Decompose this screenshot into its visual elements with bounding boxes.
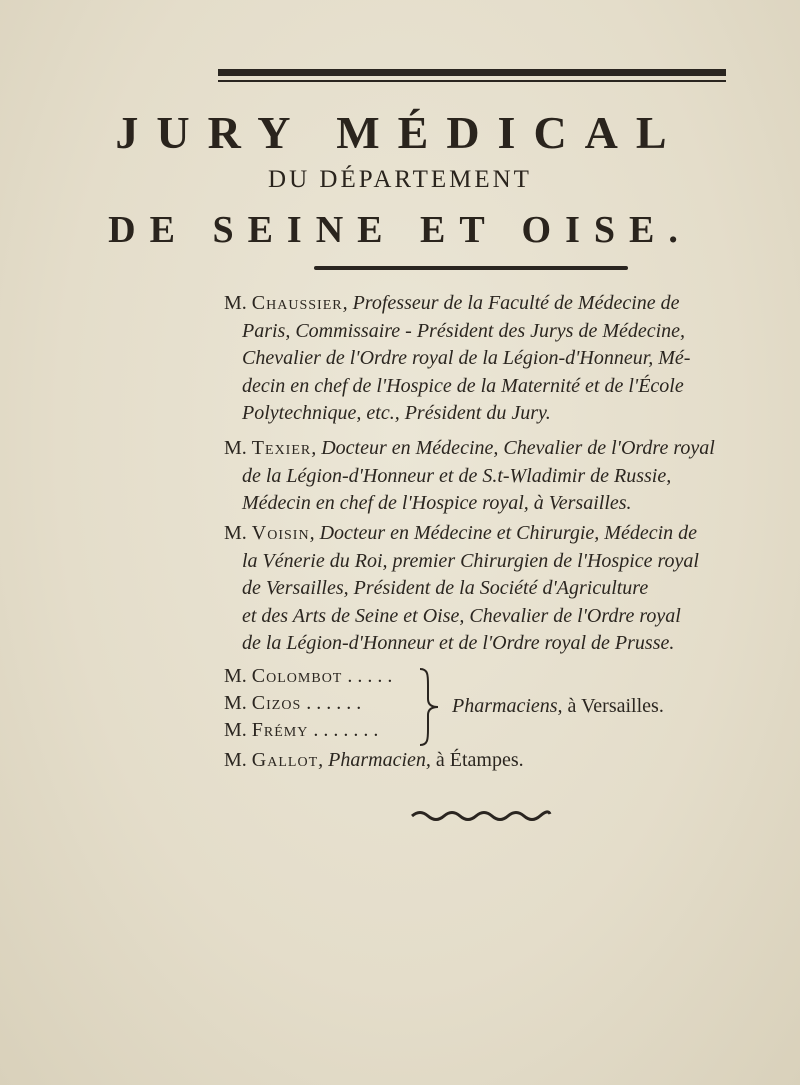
entry-texier — [224, 435, 764, 518]
title-line-1: JURY MÉDICAL — [115, 107, 685, 158]
entry-line: , Professeur de la Faculté de Médecine de — [342, 292, 680, 314]
entry-line: la Vénerie du Roi, premier Chirurgien de l'Hospice royal — [242, 549, 699, 572]
pharmacist-name: Frémy — [251, 719, 309, 741]
group-place: à Versailles. — [567, 695, 664, 717]
leader-dots: . . . . . . . — [313, 719, 379, 741]
entry-name: Voisin — [251, 522, 310, 544]
entry-line: et des Arts de Seine et Oise, Chevalier de l'Ordre royal — [242, 604, 681, 627]
pharmacist-row — [224, 719, 378, 742]
entry-line: Paris, Commissaire - Président des Jurys de Médecine, — [242, 319, 686, 342]
entry-prefix: M. — [224, 437, 247, 459]
entry-line: Polytechnique, etc., Président du Jury. — [242, 402, 551, 424]
pharmacist-name: Gallot — [251, 749, 319, 771]
leader-dots: . . . . . — [347, 665, 393, 687]
pharmacist-row-gallot — [224, 749, 524, 772]
entry-chaussier — [224, 290, 764, 428]
pharmacist-row — [224, 665, 392, 688]
pharmacist-row — [224, 692, 361, 715]
pharmacist-place: à Étampes. — [435, 749, 524, 771]
entry-prefix: M. — [224, 665, 247, 687]
middle-rule — [314, 266, 628, 270]
entry-line: , Docteur en Médecine et Chirurgie, Médecin de — [309, 522, 698, 544]
entry-prefix: M. — [224, 719, 247, 741]
pharmacist-name: Cizos — [251, 692, 302, 714]
top-double-rule — [218, 69, 726, 85]
entry-prefix: M. — [224, 292, 247, 314]
title-line-2: DU DÉPARTEMENT — [268, 166, 532, 193]
entry-name: Texier — [251, 437, 312, 459]
title-line-3: DE SEINE ET OISE. — [108, 209, 692, 251]
entry-prefix: M. — [224, 692, 247, 714]
pharmacist-name: Colombot — [251, 665, 343, 687]
entry-line: decin en chef de l'Hospice de la Maternité et de l'École — [242, 374, 684, 397]
entry-line: Médecin en chef de l'Hospice royal, à Versailles. — [242, 492, 632, 514]
entry-prefix: M. — [224, 522, 247, 544]
entry-line: , Docteur en Médecine, Chevalier de l'Ordre royal — [311, 437, 715, 459]
pharmacist-role: , Pharmacien, — [318, 749, 431, 771]
entry-voisin — [224, 520, 764, 658]
pharmacists-group-label — [452, 695, 664, 718]
entry-line: Chevalier de l'Ordre royal de la Légion-d'Honneur, Mé- — [242, 347, 691, 369]
leader-dots: . . . . . . — [306, 692, 362, 714]
entry-name: Chaussier — [251, 292, 343, 314]
curly-brace-icon — [414, 667, 444, 747]
ornament-divider-icon — [410, 808, 552, 822]
entry-line: de la Légion-d'Honneur et de l'Ordre royal de Prusse. — [242, 632, 675, 654]
entry-line: de Versailles, Président de la Société d'Agriculture — [242, 577, 649, 599]
entry-line: de la Légion-d'Honneur et de S.t-Wladimir de Russie, — [242, 464, 672, 487]
entry-prefix: M. — [224, 749, 247, 771]
group-role: Pharmaciens, — [452, 695, 563, 717]
